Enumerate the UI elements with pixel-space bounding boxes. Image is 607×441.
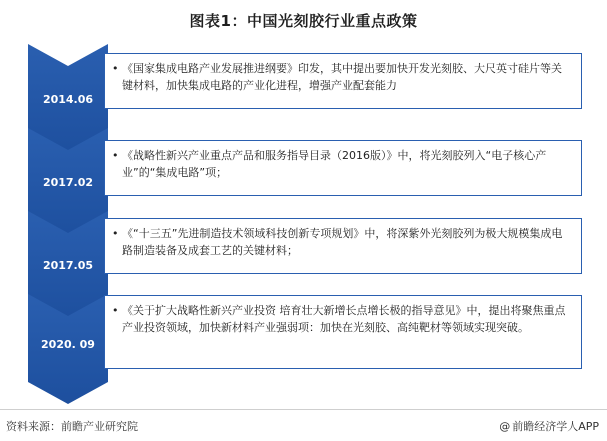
policy-text: 《国家集成电路产业发展推进纲要》印发，其中提出要加快开发光刻胶、大尺英寸硅片等关键材料，加快集成电路的产业化进程，增强产业配套能力 (122, 62, 562, 92)
bullet-icon: • (112, 62, 119, 75)
brand-name: 前瞻经济学人APP (512, 420, 599, 433)
policy-date: 2017.02 (42, 176, 94, 189)
bullet-icon: • (112, 227, 119, 240)
brand-credit (499, 418, 599, 434)
policy-text-box (104, 140, 582, 196)
at-icon: @ (499, 420, 511, 433)
policy-date: 2020. 09 (41, 338, 95, 351)
policy-text: 《战略性新兴产业重点产品和服务指导目录（2016版）》中，将光刻胶列入“电子核心产业”的“集成电路”项； (122, 149, 547, 179)
policy-date: 2017.05 (42, 259, 94, 272)
policy-date: 2014.06 (42, 93, 94, 106)
policy-text-box (104, 53, 582, 109)
page-title: 图表1：中国光刻胶行业重点政策 (189, 12, 418, 30)
policy-text-box (104, 295, 582, 369)
bullet-icon: • (112, 149, 119, 162)
policy-text: 《关于扩大战略性新兴产业投资 培育壮大新增长点增长极的指导意见》中，提出将聚焦重点产业投资领域，加快新材料产业强弱项：加快在光刻胶、高纯靶材等领域实现突破。 (122, 304, 566, 334)
footer (0, 409, 607, 441)
bullet-icon: • (112, 304, 119, 317)
source-note: 资料来源：前瞻产业研究院 (6, 420, 138, 433)
policy-text: 《“十三五”先进制造技术领域科技创新专项规划》中，将深紫外光刻胶列为极大规模集成电路制造装备及成套工艺的关键材料； (122, 227, 563, 257)
policy-text-box (104, 218, 582, 274)
